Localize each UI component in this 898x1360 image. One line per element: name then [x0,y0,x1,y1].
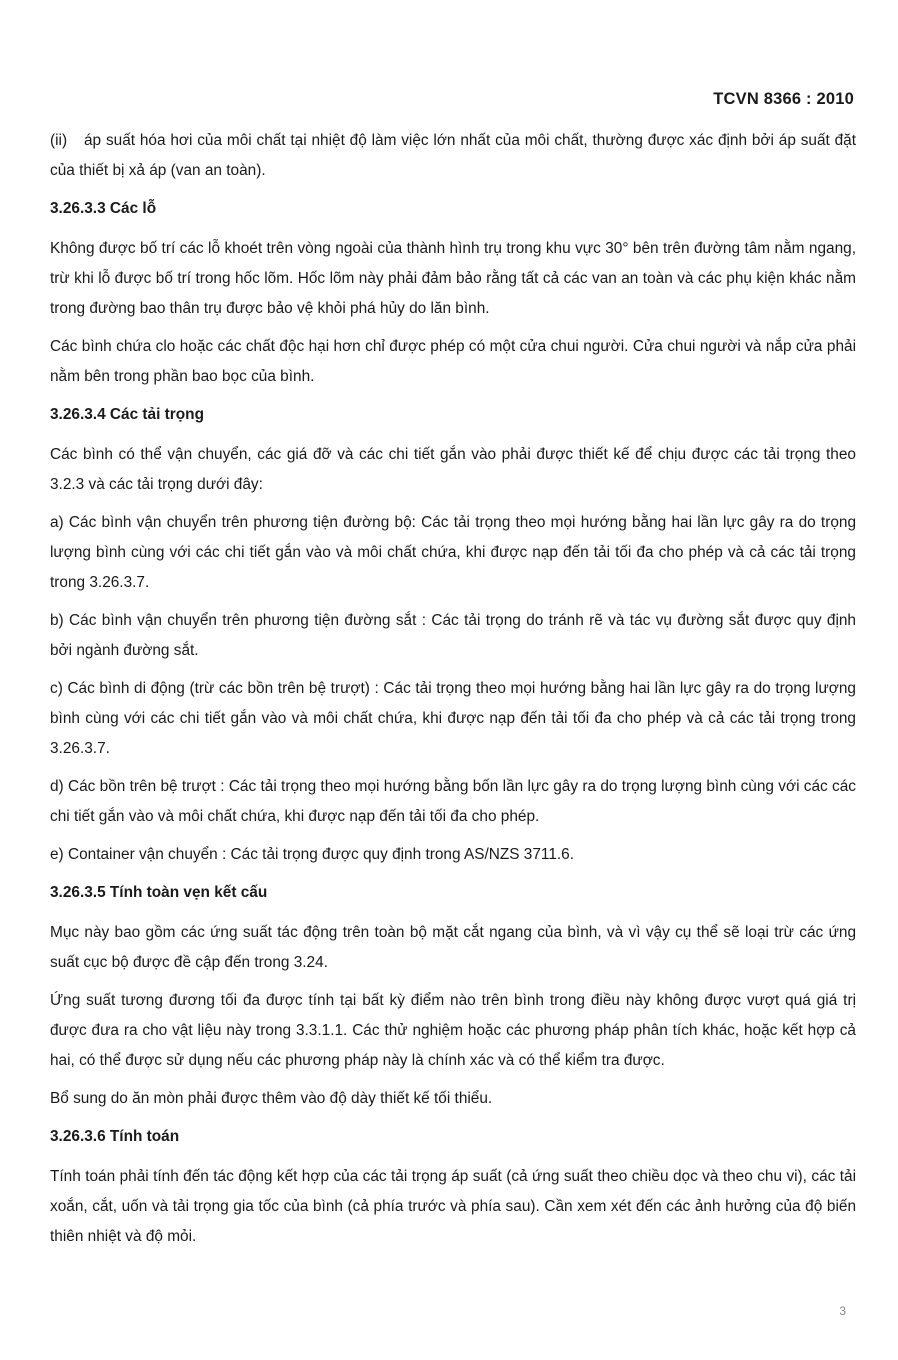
holes-paragraph-2: Các bình chứa clo hoặc các chất độc hại hơn chỉ được phép có một cửa chui người. Cửa chui người và nắp cửa phải nằm bên trong phần bao bọc của bình. [50,338,856,385]
integrity-paragraph-1: Mục này bao gồm các ứng suất tác động trên toàn bộ mặt cắt ngang của bình, và vì vậy cụ thể sẽ loại trừ các ứng suất cục bộ được đề cập đến trong 3.24. [50,924,856,971]
section-heading-loads: 3.26.3.4 Các tải trọng [50,406,204,423]
integrity-paragraph-3: Bổ sung do ăn mòn phải được thêm vào độ dày thiết kế tối thiểu. [50,1090,493,1107]
loads-item-e: e) Container vận chuyển : Các tải trọng được quy định trong AS/NZS 3711.6. [50,846,575,863]
holes-paragraph-1: Không được bố trí các lỗ khoét trên vòng ngoài của thành hình trụ trong khu vực 30° bên trên đường tâm nằm ngang, trừ khi lỗ được bố trí trong hốc lõm. Hốc lõm này phải đảm bảo rằng tất cả các van an toàn và các phụ kiện khác nằm trong đường bao thân trụ được bảo vệ khỏi phá hủy do lăn bình. [50,240,856,317]
page-number: 3 [839,1304,846,1318]
integrity-paragraph-2: Ứng suất tương đương tối đa được tính tại bất kỳ điểm nào trên bình trong điều này không được vượt quá giá trị được đưa ra cho vật liệu này trong 3.3.1.1. Các thử nghiệm hoặc các phương pháp phân tích khác, hoặc kết hợp cả hai, có thể được sử dụng nếu các phương pháp này là chính xác và có thể kiểm tra được. [50,992,856,1069]
calculation-paragraph: Tính toán phải tính đến tác động kết hợp của các tải trọng áp suất (cả ứng suất theo chiều dọc và theo chu vi), các tải xoắn, cắt, uốn và tải trọng gia tốc của bình (cả phía trước và phía sau). Cần xem xét đến các ảnh hưởng của độ biến thiên nhiệt và độ mỏi. [50,1168,856,1245]
intro-paragraph [50,126,856,186]
section-heading-holes: 3.26.3.3 Các lỗ [50,200,157,217]
document-body [50,126,856,1260]
section-heading-integrity: 3.26.3.5 Tính toàn vẹn kết cấu [50,884,268,901]
standard-code: TCVN 8366 : 2010 [713,90,854,108]
loads-item-d: d) Các bồn trên bệ trượt : Các tải trọng theo mọi hướng bằng bốn lần lực gây ra do trọng lượng bình cùng với các các chi tiết gắn vào và môi chất chứa, khi được nạp đến tải tối đa cho phép. [50,778,856,825]
item-text: áp suất hóa hơi của môi chất tại nhiệt độ làm việc lớn nhất của môi chất, thường được xác định bởi áp suất đặt của thiết bị xả áp (van an toàn). [50,132,856,179]
loads-item-a: a) Các bình vận chuyển trên phương tiện đường bộ: Các tải trọng theo mọi hướng bằng hai lần lực gây ra do trọng lượng bình cùng với các chi tiết gắn vào và môi chất chứa, khi được nạp đến tải tối đa cho phép và cả các tải trọng trong 3.26.3.7. [50,514,856,591]
loads-item-c: c) Các bình di động (trừ các bồn trên bệ trượt) : Các tải trọng theo mọi hướng bằng hai lần lực gây ra do trọng lượng bình cùng với các chi tiết gắn vào và môi chất chứa, khi được nạp đến tải tối đa cho phép và cả các tải trọng trong 3.26.3.7. [50,680,856,757]
loads-item-b: b) Các bình vận chuyển trên phương tiện đường sắt : Các tải trọng do tránh rẽ và tác vụ đường sắt được quy định bởi ngành đường sắt. [50,612,856,659]
loads-intro: Các bình có thể vận chuyển, các giá đỡ và các chi tiết gắn vào phải được thiết kế để chịu được các tải trọng theo 3.2.3 và các tải trọng dưới đây: [50,446,856,493]
section-heading-calculation: 3.26.3.6 Tính toán [50,1128,180,1145]
item-label: (ii) [50,132,68,149]
